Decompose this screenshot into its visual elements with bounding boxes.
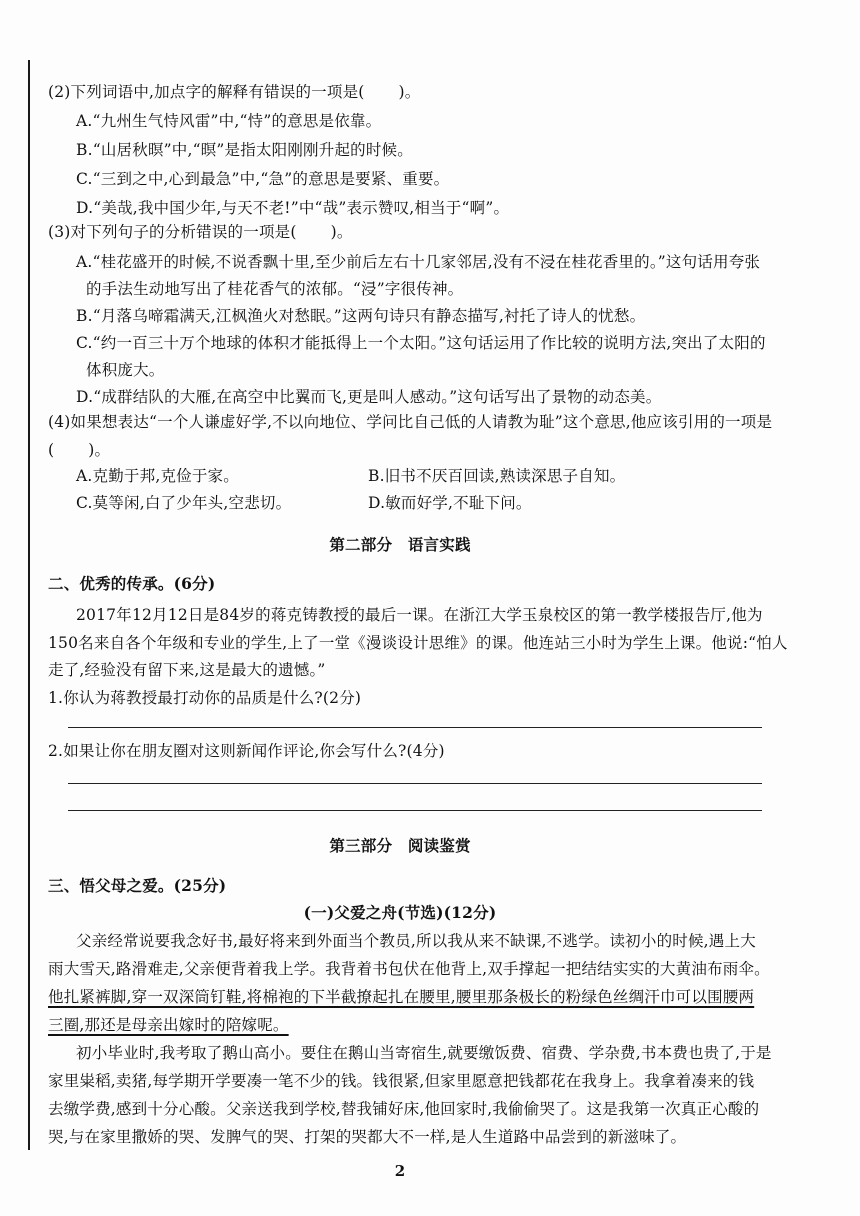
q4-option-a: A.克勤于邦,克俭于家。 <box>76 467 239 485</box>
part2-news-line3: 走了,经验没有留下来,这是最大的遗憾。” <box>48 661 326 679</box>
reading-para1-line3-underlined: 他扎紧裤脚,穿一双深筒钉鞋,将棉袍的下半截撩起扎在腰里,腰里那条极长的粉绿色丝绸汗巾可以围腰两 <box>48 988 755 1006</box>
q3-option-a-line2: 的手法生动地写出了桂花香气的浓郁。“浸”字很传神。 <box>86 280 464 298</box>
reading-para2-line2: 家里粜稻,卖猪,每学期开学要凑一笔不少的钱。钱很紧,但家里愿意把钱都花在我身上。我拿着凑来的钱 <box>48 1072 755 1090</box>
answer-line[interactable] <box>68 810 762 811</box>
answer-line[interactable] <box>68 783 762 784</box>
q4-option-c: C.莫等闲,白了少年头,空悲切。 <box>76 494 292 512</box>
part2-title: 第二部分 语言实践 <box>329 535 471 554</box>
q3-stem: (3)对下列句子的分析错误的一项是( )。 <box>48 223 353 241</box>
q3-option-a-line1: A.“桂花盛开的时候,不说香飘十里,至少前后左右十几家邻居,没有不浸在桂花香里的。”这句话用夸张 <box>76 253 761 271</box>
part2-question1: 1.你认为蒋教授最打动你的品质是什么?(2分) <box>48 689 362 707</box>
q2-option-b: B.“山居秋暝”中,“暝”是指太阳刚刚升起的时候。 <box>76 141 413 159</box>
q4-stem: (4)如果想表达“一个人谦虚好学,不以向地位、学问比自己低的人请教为耻”这个意思,他应该引用的一项是 <box>48 413 773 431</box>
part3-title: 第三部分 阅读鉴赏 <box>329 836 471 855</box>
q4-option-d: D.敏而好学,不耻下问。 <box>368 494 532 512</box>
q2-option-c: C.“三到之中,心到最急”中,“急”的意思是要紧、重要。 <box>76 170 450 188</box>
q3-option-c-line2: 体积庞大。 <box>86 361 165 379</box>
part2-news-line1: 2017年12月12日是84岁的蒋克铸教授的最后一课。在浙江大学玉泉校区的第一教学楼报告厅,他为 <box>76 606 763 624</box>
q2-option-a: A.“九州生气恃风雷”中,“恃”的意思是依靠。 <box>76 112 382 130</box>
q4-option-b: B.旧书不厌百回读,熟读深思子自知。 <box>368 467 626 485</box>
part2-section-heading: 二、优秀的传承。(6分) <box>48 574 216 593</box>
reading-para2-line4: 哭,与在家里撒娇的哭、发脾气的哭、打架的哭都大不一样,是人生道路中品尝到的新滋味了。 <box>48 1128 687 1146</box>
q2-option-d: D.“美哉,我中国少年,与天不老!”中“哉”表示赞叹,相当于“啊”。 <box>76 199 510 217</box>
reading-para1-line4-underlined: 三圈,那还是母亲出嫁时的陪嫁呢。 <box>48 1016 289 1034</box>
reading-para1-line1: 父亲经常说要我念好书,最好将来到外面当个教员,所以我从来不缺课,不逃学。读初小的时候,遇上大 <box>76 932 756 950</box>
reading-para2-line3: 去缴学费,感到十分心酸。父亲送我到学校,替我铺好床,他回家时,我偷偷哭了。这是我第一次真正心酸的 <box>48 1100 760 1118</box>
page-number: 2 <box>394 1162 406 1180</box>
part2-news-line2: 150名来自各个年级和专业的学生,上了一堂《漫谈设计思维》的课。他连站三小时为学生上课。他说:“怕人 <box>48 634 788 652</box>
reading-para2-line1: 初小毕业时,我考取了鹅山高小。要住在鹅山当寄宿生,就要缴饭费、宿费、学杂费,书本费也贵了,于是 <box>76 1044 772 1062</box>
q2-stem: (2)下列词语中,加点字的解释有错误的一项是( )。 <box>48 83 421 101</box>
part3-section-heading: 三、悟父母之爱。(25分) <box>48 876 227 895</box>
answer-line[interactable] <box>68 727 762 728</box>
q4-answer-paren: ( )。 <box>48 441 111 459</box>
reading-subtitle: (一)父爱之舟(节选)(12分) <box>303 903 497 922</box>
binding-margin-line <box>28 60 30 1150</box>
q3-option-b: B.“月落乌啼霜满天,江枫渔火对愁眠。”这两句诗只有静态描写,衬托了诗人的忧愁。 <box>76 307 646 325</box>
reading-para1-line2: 雨大雪天,路滑难走,父亲便背着我上学。我背着书包伏在他背上,双手撑起一把结结实实的大黄油布雨伞。 <box>48 960 770 978</box>
q3-option-d: D.“成群结队的大雁,在高空中比翼而飞,更是叫人感动。”这句话写出了景物的动态美。 <box>76 388 662 406</box>
q3-option-c-line1: C.“约一百三十万个地球的体积才能抵得上一个太阳。”这句话运用了作比较的说明方法,突出了太阳的 <box>76 334 766 352</box>
part2-question2: 2.如果让你在朋友圈对这则新闻作评论,你会写什么?(4分) <box>48 742 445 760</box>
